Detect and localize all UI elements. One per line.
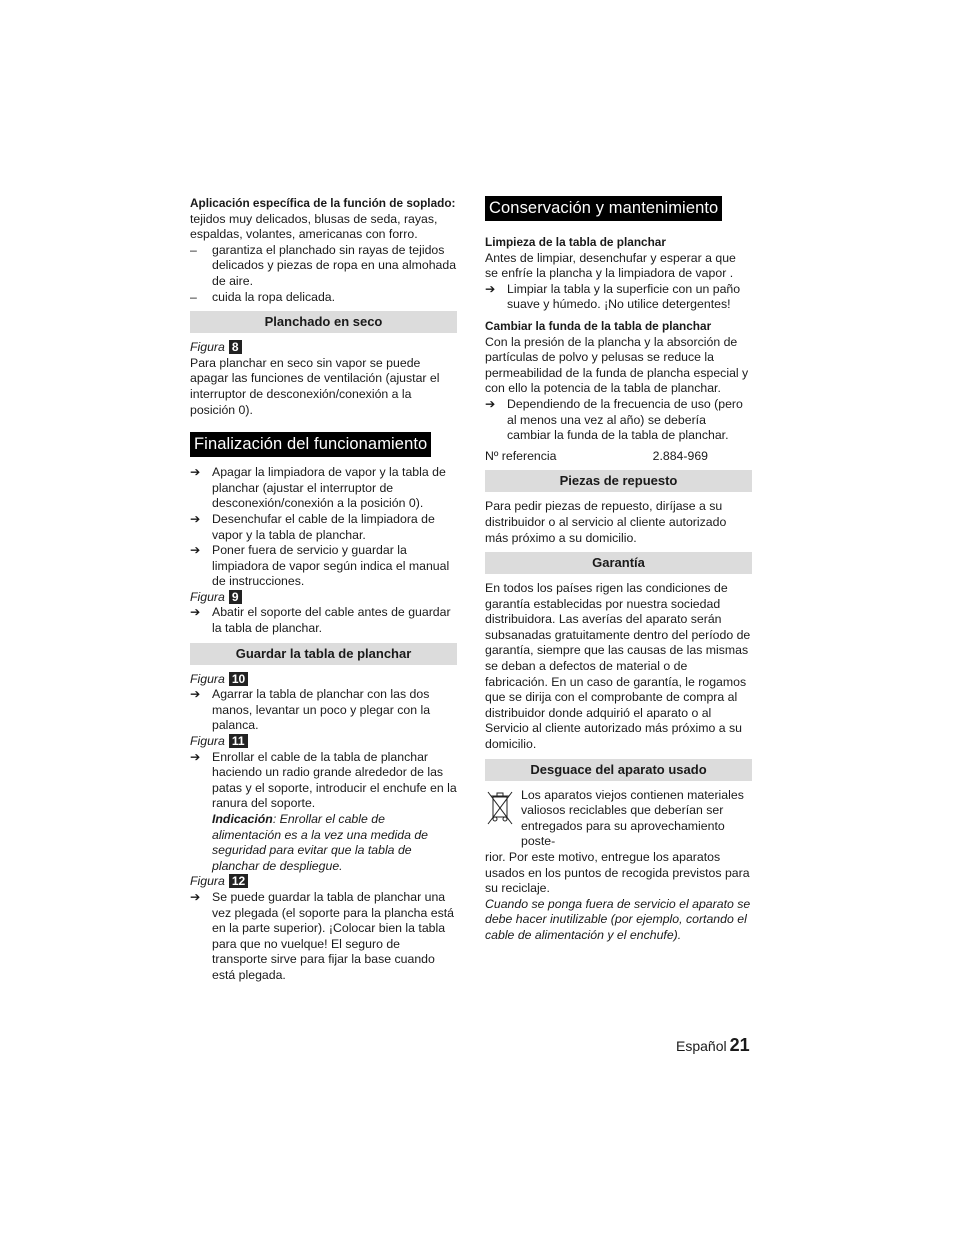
arrow-right-icon: ➔ xyxy=(190,749,201,764)
warranty-heading: Garantía xyxy=(485,552,752,574)
change-cover-step: ➔ Dependiendo de la frecuencia de uso (pero al menos una vez al año) se debería cambiar la funda de la tabla de planchar. xyxy=(485,396,743,443)
blow-item-2: – cuida la ropa delicada. xyxy=(190,290,457,306)
store-step-1: ➔ Agarrar la tabla de planchar con las dos manos, levantar un poco y plegar con la palanca. xyxy=(190,687,431,733)
figure-number: 9 xyxy=(229,590,242,604)
finish-operation-heading: Finalización del funcionamiento xyxy=(190,432,431,457)
note-text: : Enrollar el cable de alimentación es a la vez una medida de seguridad para evitar que la tabla de planchar de despliegue. xyxy=(212,812,429,873)
clean-board-heading: Limpieza de la tabla de planchar xyxy=(485,235,666,249)
figure-number: 12 xyxy=(229,874,248,888)
disposal-block xyxy=(485,788,752,850)
finish-step-3: ➔ Poner fuera de servicio y guardar la limpiadora de vapor según indica el manual de instrucciones. xyxy=(190,543,450,589)
figure-ref-11 xyxy=(190,734,457,750)
store-note xyxy=(190,812,457,874)
figure-number: 11 xyxy=(229,734,248,748)
spare-parts-heading: Piezas de repuesto xyxy=(485,470,752,492)
reference-number-row xyxy=(485,449,752,465)
clean-step: ➔ Limpiar la tabla y la superficie con un paño suave y húmedo. ¡No utilice detergentes! xyxy=(485,281,741,312)
store-board-heading: Guardar la tabla de planchar xyxy=(190,643,457,665)
left-column xyxy=(190,196,457,984)
arrow-right-icon: ➔ xyxy=(485,396,496,411)
figure-ref-10 xyxy=(190,672,457,688)
figure-number: 10 xyxy=(229,672,248,686)
blow-item-1: – garantiza el planchado sin rayas de tejidos delicados y piezas de ropa en una almohada de aire. xyxy=(190,243,457,290)
change-cover-heading: Cambiar la funda de la tabla de planchar xyxy=(485,318,712,333)
maintenance-heading: Conservación y mantenimiento xyxy=(485,196,722,221)
figure-ref-9 xyxy=(190,590,457,606)
blow-function-text: tejidos muy delicados, blusas de seda, rayas, espaldas, volantes, americanas con forro. xyxy=(190,211,438,242)
arrow-right-icon: ➔ xyxy=(190,511,201,526)
dry-ironing-text: Para planchar en seco sin vapor se puede apagar las funciones de ventilación (ajustar el interruptor de desconexión/conexión a la posición 0). xyxy=(190,355,440,417)
disposal-warning: Cuando se ponga fuera de servicio el aparato se debe hacer inutilizable (por ejemplo, cortando el cable de alimentación y el enchufe). xyxy=(485,896,751,942)
page-number: 21 xyxy=(729,1035,750,1055)
change-cover-text: Con la presión de la plancha y la absorción de partículas de polvo y pelusas se reduce la permeabilidad de la funda de plancha especial y con ello la potencia de la tabla de planchar. xyxy=(485,334,749,396)
page-footer xyxy=(676,1035,750,1055)
figure-label: Figura xyxy=(190,734,225,749)
arrow-right-icon: ➔ xyxy=(190,543,201,558)
spare-parts-text: Para pedir piezas de repuesto, diríjase a su distribuidor o al servicio al cliente autorizado más próximo a su domicilio. xyxy=(485,499,727,545)
figure-label: Figura xyxy=(190,671,225,686)
figure-label: Figura xyxy=(190,340,225,355)
store-step-2: ➔ Enrollar el cable de la tabla de planchar haciendo un radio grande alrededor de las patas y el soporte, introducir el enchufe en la ranura del soporte. xyxy=(190,749,457,811)
disposal-text-rest: rior. Por este motivo, entregue los aparatos usados en los puntos de recogida previstos para su reciclaje. xyxy=(485,850,750,896)
figure-ref-12 xyxy=(190,874,457,890)
arrow-right-icon: ➔ xyxy=(190,687,201,702)
disposal-heading: Desguace del aparato usado xyxy=(485,759,752,781)
arrow-right-icon: ➔ xyxy=(190,605,201,620)
figure-number: 8 xyxy=(229,340,242,354)
store-step-3: ➔ Se puede guardar la tabla de planchar una vez plegada (el soporte para la plancha está en la parte superior). ¡Colocar bien la tabla para que no vuelque! El seguro de transporte sirve para fijar la base cuando está plegada. xyxy=(190,889,454,982)
warranty-text: En todos los países rigen las condiciones de garantía establecidas por nuestra sociedad distribuidora. Las averías del aparato serán subsanadas gratuitamente dentro del período de garantía, siempre que las causas de las mismas se deban a defectos de material o de fabricación. En un caso de garantía, le rogamos que se dirija con el comprobante de compra al distribuidor donde adquirió el aparato o al Servicio al cliente autorizado más próximo a su domicilio. xyxy=(485,581,751,752)
finish-step-4: ➔ Abatir el soporte del cable antes de guardar la tabla de planchar. xyxy=(190,605,451,636)
finish-step-1: ➔ Apagar la limpiadora de vapor y la tabla de planchar (ajustar el interruptor de desconexión/conexión a la posición 0). xyxy=(190,465,446,511)
reference-label: Nº referencia xyxy=(485,448,557,463)
arrow-right-icon: ➔ xyxy=(485,281,496,296)
clean-board-text: Antes de limpiar, desenchufar y esperar a que se enfríe la plancha y la limpiadora de vapor . xyxy=(485,250,736,281)
right-column xyxy=(485,196,752,944)
finish-step-2: ➔ Desenchufar el cable de la limpiadora de vapor y la tabla de planchar. xyxy=(190,511,435,542)
figure-label: Figura xyxy=(190,874,225,889)
arrow-right-icon: ➔ xyxy=(190,465,201,480)
reference-value: 2.884-969 xyxy=(652,448,708,463)
figure-ref-8 xyxy=(190,340,457,356)
disposal-text-wrap: Los aparatos viejos contienen materiales valiosos reciclables que deberían ser entregados para su aprovechamiento poste- xyxy=(521,787,744,849)
arrow-right-icon: ➔ xyxy=(190,889,201,904)
blow-function-heading: Aplicación específica de la función de soplado: xyxy=(190,196,456,210)
note-label: Indicación xyxy=(212,812,273,826)
crossed-out-wheelie-bin-icon xyxy=(485,788,515,828)
figure-label: Figura xyxy=(190,589,225,604)
dry-ironing-heading: Planchado en seco xyxy=(190,311,457,333)
footer-language: Español xyxy=(676,1038,727,1054)
